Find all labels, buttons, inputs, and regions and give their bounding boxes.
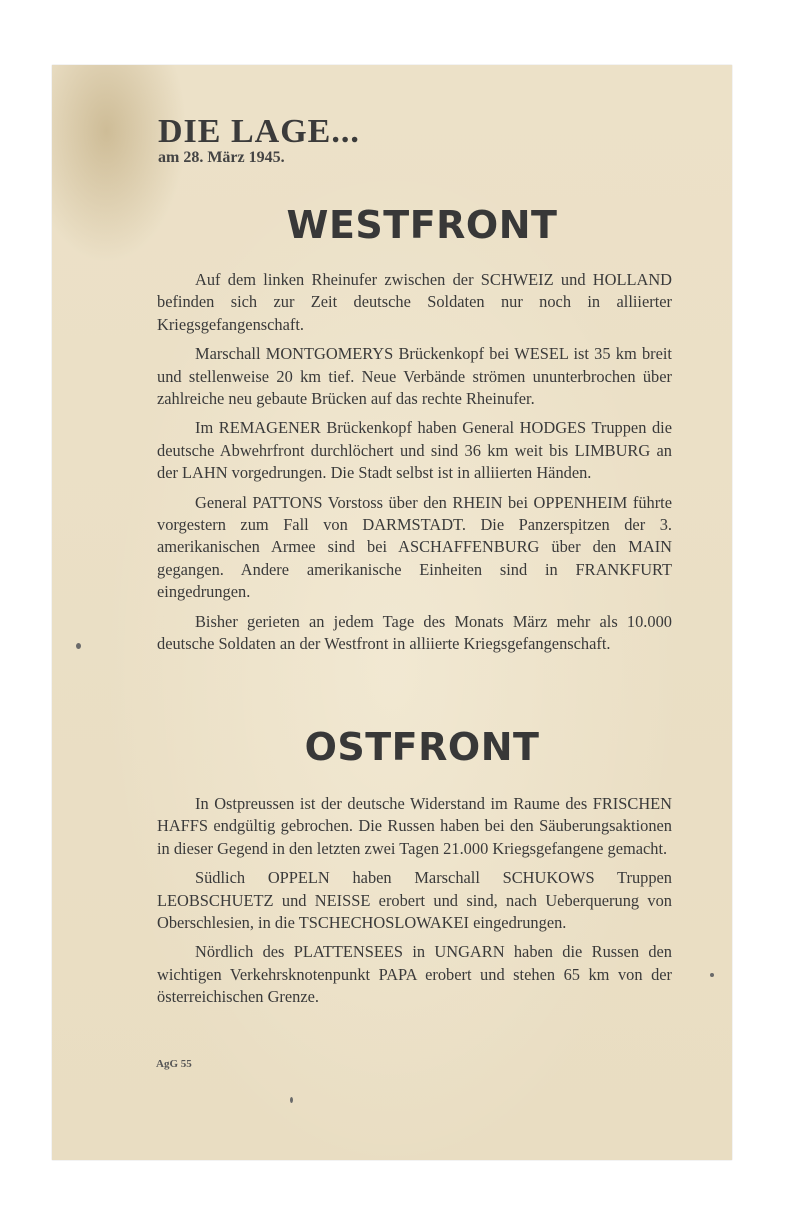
westfront-paragraph: Bisher gerieten an jedem Tage des Monats März mehr als 10.000 deutsche Soldaten an der Westfront in alliierte Kriegsgefangenschaft. [157, 611, 672, 654]
westfront-paragraph: Im REMAGENER Brückenkopf haben General HODGES Truppen die deutsche Abwehrfront durchlöchert und sind 36 km weit bis LIMBURG an der LAHN vorgedrungen. Die Stadt selbst ist in alliierten Händen. [157, 418, 672, 483]
ostfront-paragraph: Nördlich des PLATTENSEES in UNGARN haben die Russen den wichtigen Verkehrsknotenpunkt PAPA erobert und stehen 65 km von der österreichischen Grenze. [157, 942, 672, 1007]
ostfront-paragraph: In Ostpreussen ist der deutsche Widerstand im Raume des FRISCHEN HAFFS endgültig gebrochen. Die Russen haben bei den Säuberungsaktionen in dieser Gegend in den letzten zwei Tagen 21.000 Kriegsgefangene gemacht. [157, 794, 672, 858]
westfront-paragraph: General PATTONS Vorstoss über den RHEIN bei OPPENHEIM führte vorgestern zum Fall von DARMSTADT. Die Panzerspitzen der 3. amerikanischen Armee sind bei ASCHAFFENBURG über den MAIN gegangen. Andere amerikanische Einheiten sind in FRANKFURT eingedrungen. [157, 492, 672, 602]
westfront-heading: WESTFRONT [286, 203, 558, 247]
westfront-paragraph: Marschall MONTGOMERYS Brückenkopf bei WESEL ist 35 km breit und stellenweise 20 km tief. Neue Verbände strömen ununterbrochen über zahlreiche neu gebaute Brücken auf das rechte Rheinufer. [157, 344, 672, 409]
westfront-section [157, 269, 672, 663]
leaflet-sheet [52, 65, 732, 1160]
westfront-paragraph: Auf dem linken Rheinufer zwischen der SCHWEIZ und HOLLAND befinden sich zur Zeit deutsche Soldaten nur noch in alliierter Kriegsgefangenschaft. [157, 270, 672, 334]
paper-speck [290, 1097, 293, 1103]
print-code: AgG 55 [156, 1058, 192, 1070]
ostfront-section [157, 793, 672, 1016]
leaflet-title: DIE LAGE... [158, 113, 360, 150]
ostfront-paragraph: Südlich OPPELN haben Marschall SCHUKOWS Truppen LEOBSCHUETZ und NEISSE erobert und sind, nach Ueberquerung von Oberschlesien, in die TSCHECHOSLOWAKEI eingedrungen. [157, 868, 672, 933]
ostfront-heading: OSTFRONT [304, 725, 540, 769]
leaflet-date: am 28. März 1945. [158, 149, 285, 166]
paper-speck [76, 643, 81, 649]
paper-speck [710, 973, 714, 977]
